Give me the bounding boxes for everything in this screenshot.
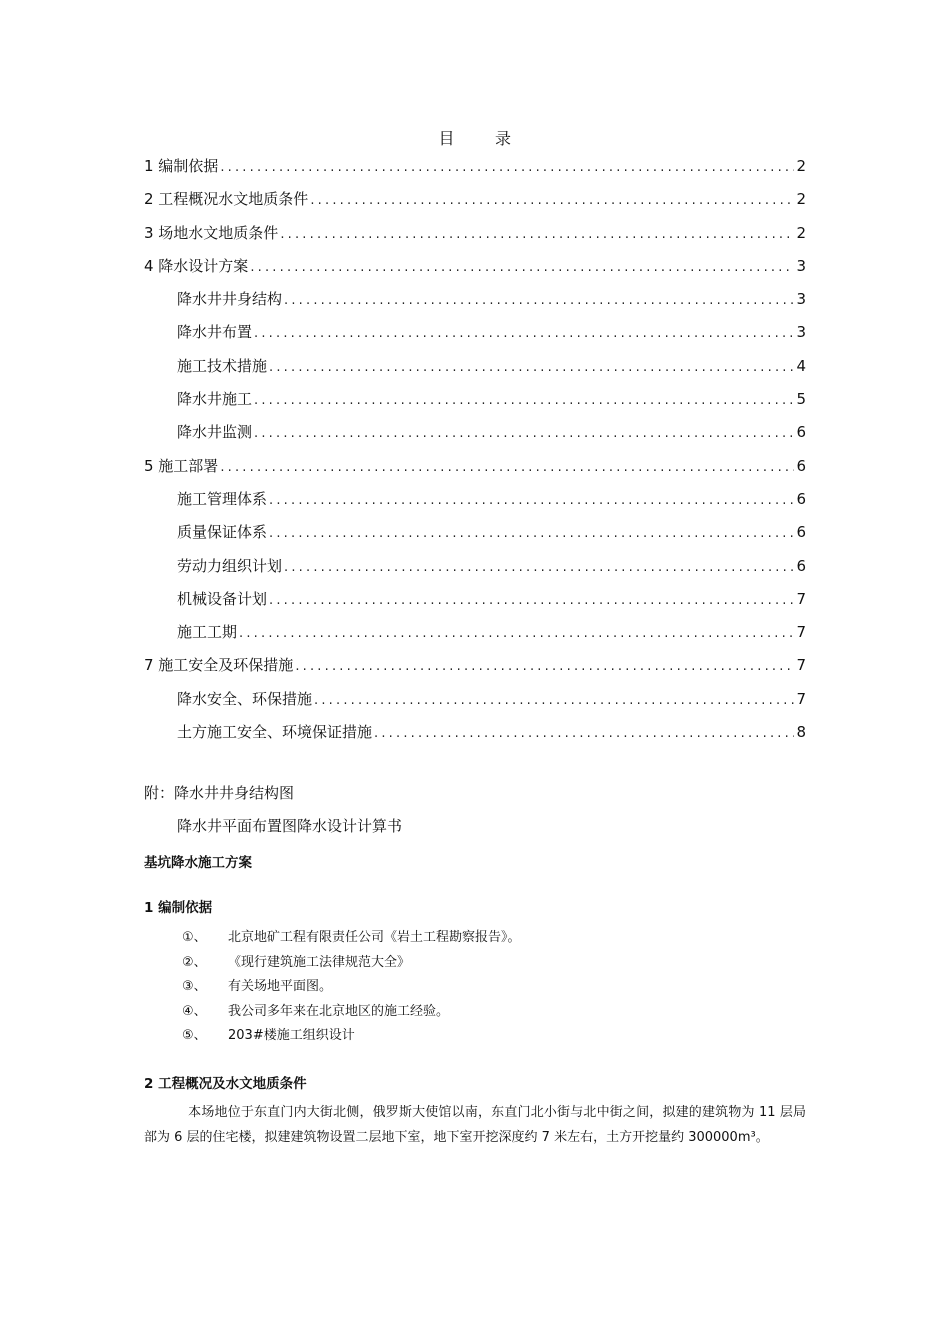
section-2-paragraph-text: 本场地位于东直门内大街北侧，俄罗斯大使馆以南，东直门北小街与北中街之间，拟建的建筑物为 11 层局部为 6 层的住宅楼，拟建建筑物设置二层地下室，地下室开挖深度约 7 米左右，土方开挖量约 300000m³。 [144,1105,806,1145]
toc-entry-label: 1 编制依据 [144,157,219,175]
toc-title-left: 目 [438,129,455,148]
toc-entry-label: 施工工期 [177,623,238,642]
toc-title [0,126,950,149]
toc-entry[interactable] [144,649,806,682]
toc-entry-page: 2 [796,190,806,209]
toc-entry-label: 降水井布置 [177,323,253,342]
basis-item-number: ⑤、 [182,1028,207,1044]
document-title: 基坑降水施工方案 [144,855,252,871]
toc-entry-page: 6 [796,456,806,475]
basis-item [182,1024,782,1049]
toc-title-right: 录 [495,129,512,148]
toc-entry[interactable] [144,450,806,483]
toc-entry-page: 3 [796,290,806,309]
appendix-line-2: 降水井平面布置图降水设计计算书 [177,817,403,835]
toc-leader-dots [239,617,794,650]
toc-entry-label: 降水井监测 [177,423,253,442]
toc-entry[interactable] [144,383,806,416]
toc-leader-dots [374,717,794,750]
toc-leader-dots [254,417,794,450]
toc-entry-label: 2 工程概况水文地质条件 [144,190,309,209]
toc-leader-dots [269,351,794,384]
section-2-heading: 2 工程概况及水文地质条件 [144,1076,307,1092]
toc-entry-page: 6 [796,489,806,508]
basis-item-number: ②、 [182,954,207,970]
basis-item-text: 我公司多年来在北京地区的施工经验。 [228,1003,450,1019]
section-1-heading: 1 编制依据 [144,900,213,916]
toc-entry[interactable] [144,250,806,283]
toc-entry-page: 6 [796,556,806,575]
basis-item-number: ③、 [182,979,207,995]
toc-leader-dots [314,684,794,717]
toc-entry[interactable] [144,416,806,449]
toc-entry-page: 7 [796,623,806,642]
toc-entry[interactable] [144,616,806,649]
toc-leader-dots [269,484,794,517]
toc-entry-label: 施工技术措施 [177,356,268,375]
toc-leader-dots [269,584,794,617]
toc-entry-page: 6 [796,423,806,442]
toc-leader-dots [295,650,794,683]
toc-entry-label: 4 降水设计方案 [144,256,249,275]
toc-entry-label: 降水安全、环保措施 [177,689,313,708]
toc-entry-label: 土方施工安全、环境保证措施 [177,723,373,742]
basis-item-number: ④、 [182,1003,207,1019]
toc-leader-dots [269,517,794,550]
toc-entry-page: 4 [796,356,806,375]
toc-entry-label: 7 施工安全及环保措施 [144,656,294,675]
toc-leader-dots [284,284,794,317]
basis-item [182,975,782,1000]
basis-item-text: 有关场地平面图。 [228,979,333,995]
toc-leader-dots [220,451,794,484]
toc-entry-page: 7 [796,589,806,608]
toc-leader-dots [284,551,794,584]
toc-entry[interactable] [144,183,806,216]
toc-leader-dots [280,218,794,251]
basis-item-text: 《现行建筑施工法律规范大全》 [228,954,411,970]
toc-entry-label: 劳动力组织计划 [177,556,283,575]
toc-entry[interactable] [144,283,806,316]
toc-entry[interactable] [144,150,806,183]
toc-entry-label: 5 施工部署 [144,456,219,475]
basis-item-number: ①、 [182,930,207,945]
toc-entry-page: 2 [796,223,806,242]
toc-leader-dots [254,384,794,417]
toc-entry-label: 降水井施工 [177,390,253,409]
toc-entry[interactable] [144,716,806,749]
toc-leader-dots [310,184,794,217]
toc-entry[interactable] [144,483,806,516]
basis-item [182,926,782,951]
toc-entry[interactable] [144,550,806,583]
toc-entry-label: 施工管理体系 [177,489,268,508]
toc-entry-page: 5 [796,390,806,409]
basis-item [182,951,782,976]
toc-leader-dots [220,151,794,184]
toc-leader-dots [254,317,794,350]
toc-entry-label: 降水井井身结构 [177,290,283,309]
basis-item [182,1000,782,1025]
toc-entry[interactable] [144,217,806,250]
toc-entry[interactable] [144,316,806,349]
toc-entry-page: 8 [796,723,806,742]
toc-entry[interactable] [144,350,806,383]
section-2-paragraph [144,1101,806,1150]
basis-item-text: 203#楼施工组织设计 [228,1028,355,1044]
toc-entry-page: 6 [796,523,806,542]
basis-item-text: 北京地矿工程有限责任公司《岩土工程勘察报告》。 [228,930,521,945]
toc-entry[interactable] [144,583,806,616]
toc-entry-page: 2 [796,157,806,175]
toc-entry-label: 机械设备计划 [177,589,268,608]
toc-entry[interactable] [144,683,806,716]
basis-list [182,926,782,1049]
toc-entry-page: 7 [796,656,806,675]
toc-entry-label: 质量保证体系 [177,523,268,542]
toc-entry[interactable] [144,516,806,549]
table-of-contents [144,150,806,749]
toc-entry-page: 3 [796,256,806,275]
toc-entry-page: 3 [796,323,806,342]
appendix-line-1: 附：降水井井身结构图 [144,784,295,802]
toc-entry-page: 7 [796,689,806,708]
toc-entry-label: 3 场地水文地质条件 [144,223,279,242]
toc-leader-dots [250,251,794,284]
